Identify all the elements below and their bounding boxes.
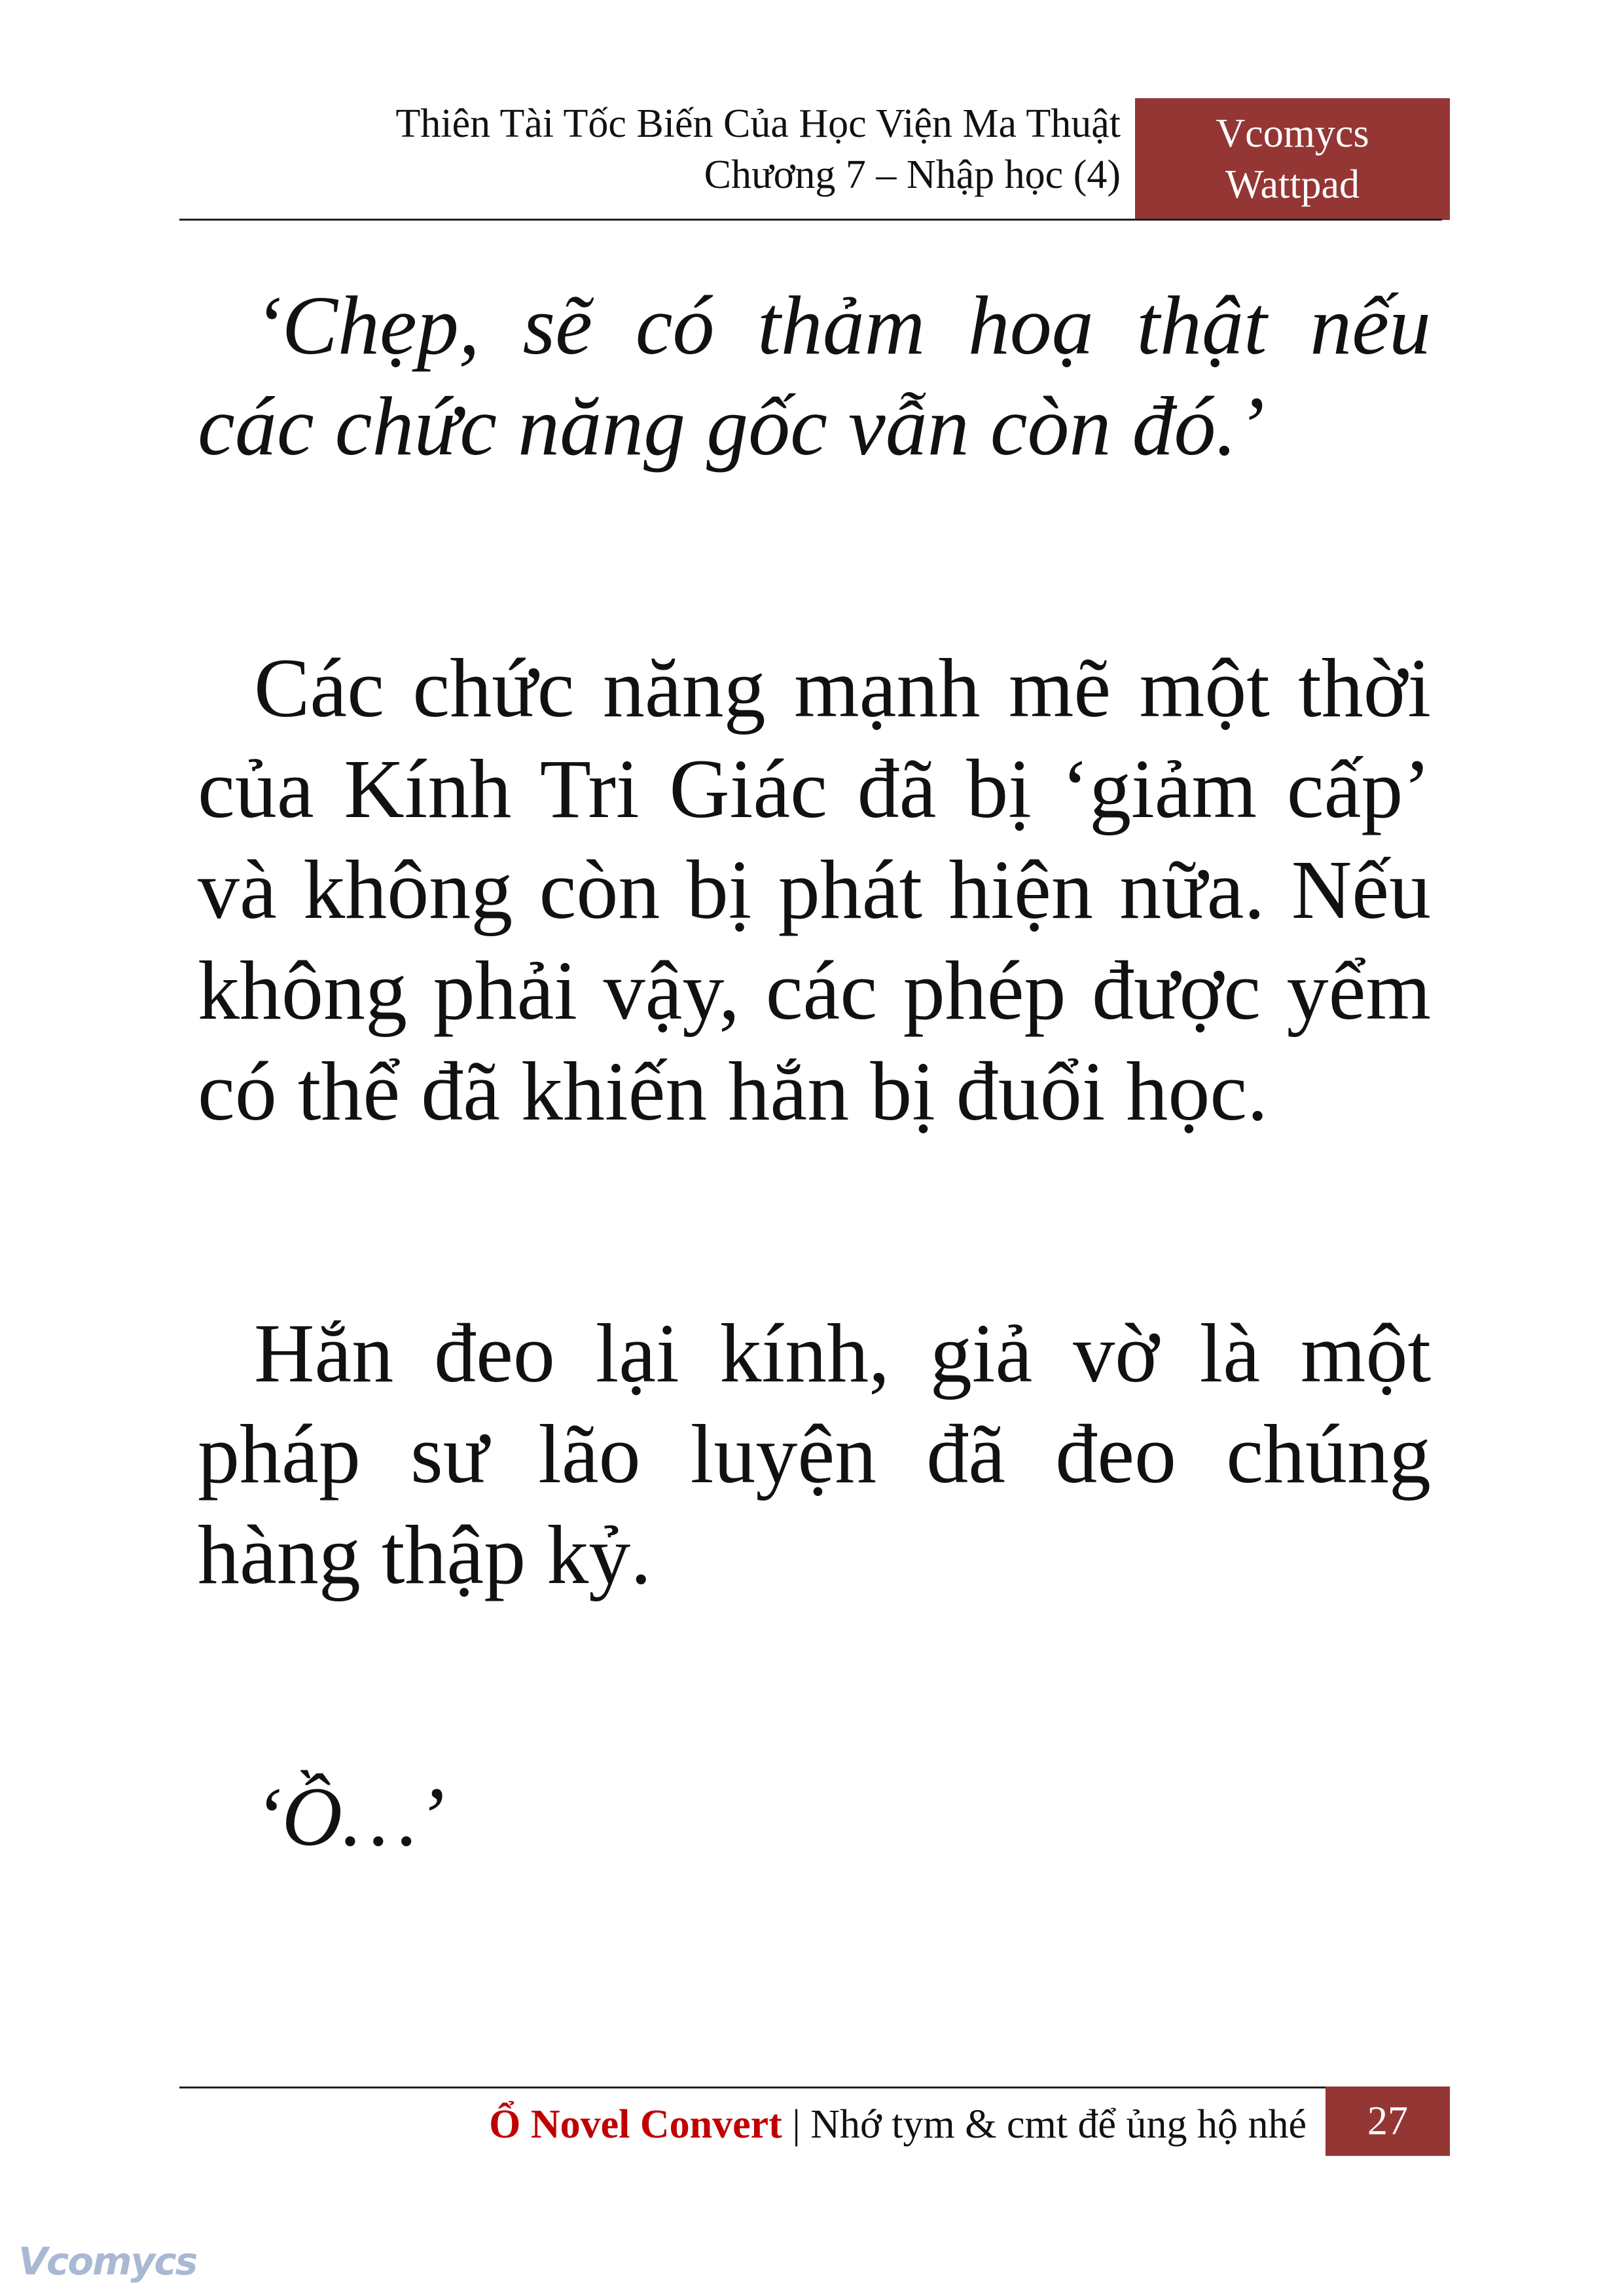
- footer-separator: |: [782, 2102, 811, 2147]
- page-number: 27: [1326, 2086, 1450, 2156]
- paragraph-narration-1: Các chức năng mạnh mẽ một thời của Kính Tri Giác đã bị ‘giảm cấp’ và không còn bị phát hiện nữa. Nếu không phải vậy, các phép được yểm có thể đã khiến hắn bị đuổi học.: [198, 642, 1431, 1138]
- badge-line-vcomycs: Vcomycs: [1216, 111, 1369, 156]
- page-body: [198, 275, 1431, 1867]
- page-footer: [179, 2092, 1307, 2157]
- paragraph-thought-2: ‘Ồ…’: [254, 1770, 445, 1863]
- header-divider: [179, 219, 1442, 221]
- footer-message: Nhớ tym & cmt để ủng hộ nhé: [810, 2102, 1307, 2147]
- vcomycs-watermark-logo: Vcomycs: [18, 2239, 197, 2284]
- chapter-title: Chương 7 – Nhập học (4): [704, 153, 1121, 197]
- paragraph-thought-1: ‘Chẹp, sẽ có thảm hoạ thật nếu các chức năng gốc vẫn còn đó.’: [198, 279, 1431, 473]
- paragraph-narration-2: Hắn đeo lại kính, giả vờ là một pháp sư lão luyện đã đeo chúng hàng thập kỷ.: [198, 1307, 1431, 1601]
- book-title: Thiên Tài Tốc Biến Của Học Viện Ma Thuật: [395, 101, 1121, 146]
- source-badge: [1135, 98, 1450, 220]
- page-header: [179, 98, 1121, 200]
- footer-brand: Ổ Novel Convert: [489, 2102, 782, 2147]
- badge-line-wattpad: Wattpad: [1225, 162, 1360, 207]
- footer-divider: [179, 2086, 1330, 2088]
